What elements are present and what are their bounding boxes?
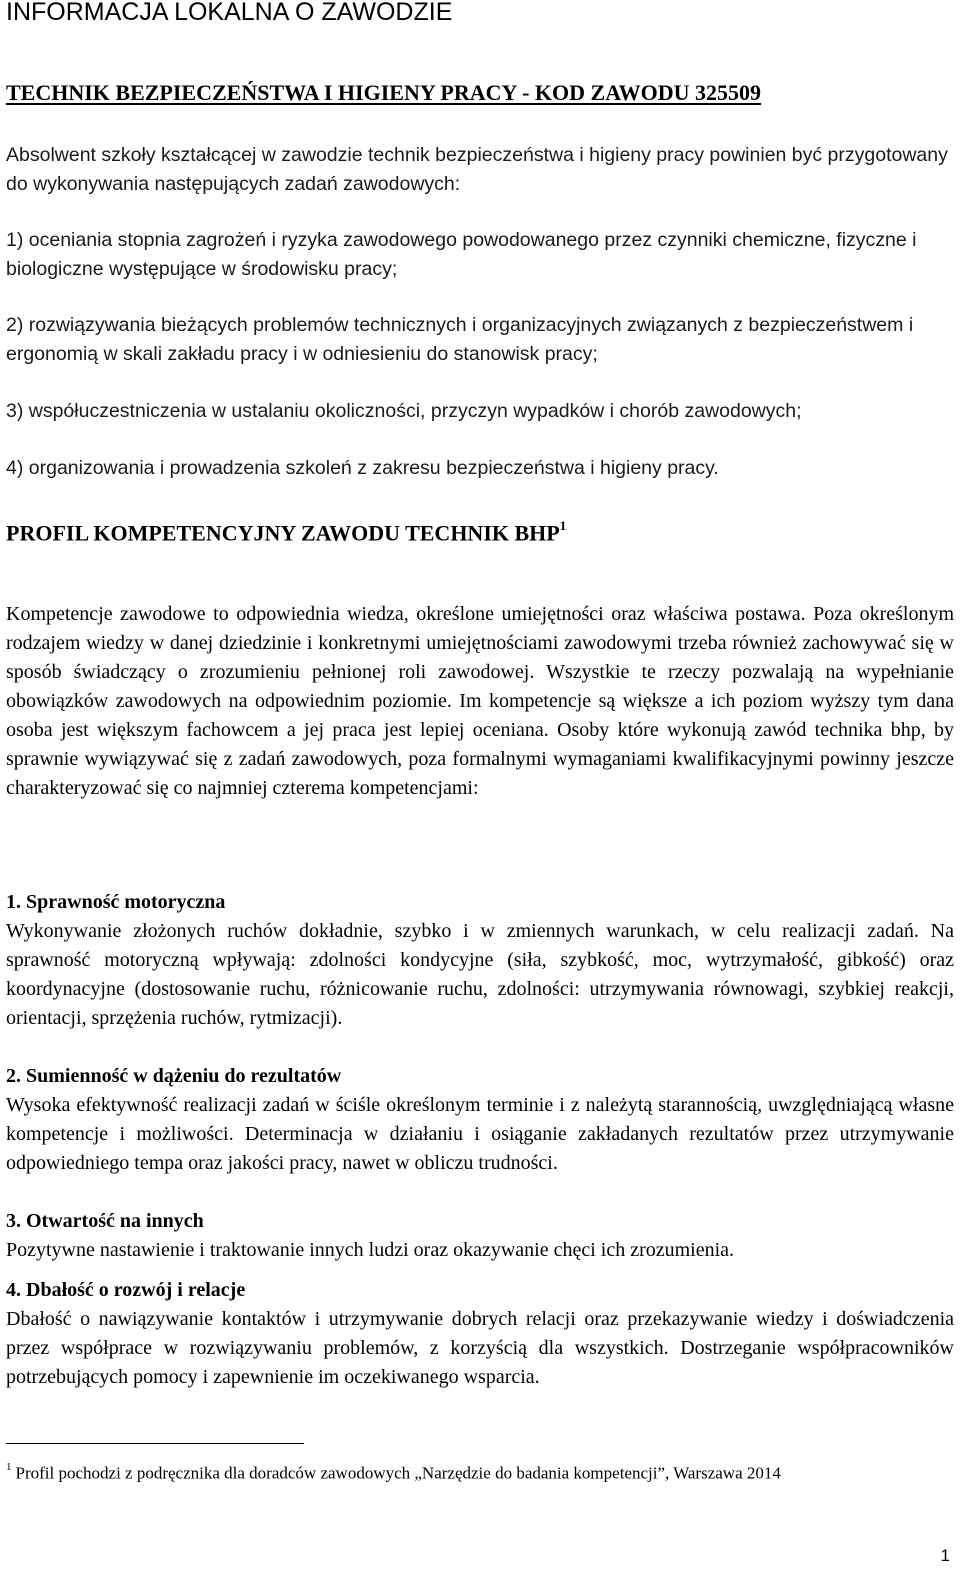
competency-2-heading: 2. Sumienność w dążeniu do rezultatów xyxy=(6,1065,342,1087)
task-item-3: 3) współuczestniczenia w ustalaniu okoliczności, przyczyn wypadków i chorób zawodowych; xyxy=(6,400,802,422)
competency-1-heading: 1. Sprawność motoryczna xyxy=(6,891,226,913)
task-item-1: 1) oceniania stopnia zagrożeń i ryzyka zawodowego powodowanego przez czynniki chemiczne, fizyczne i biologiczne występujące w środowisku pracy; xyxy=(6,229,917,280)
profile-heading-text: PROFIL KOMPETENCYJNY ZAWODU TECHNIK BHP xyxy=(6,520,560,546)
document-title: INFORMACJA LOKALNA O ZAWODZIE xyxy=(6,0,453,26)
task-item-4: 4) organizowania i prowadzenia szkoleń z zakresu bezpieczeństwa i higieny pracy. xyxy=(6,457,719,479)
competency-2 xyxy=(6,1062,954,1178)
footnote xyxy=(6,1456,954,1487)
document-subtitle: TECHNIK BEZPIECZEŃSTWA I HIGIENY PRACY - KOD ZAWODU 325509 xyxy=(6,80,762,105)
profile-paragraph: Kompetencje zawodowe to odpowiednia wiedza, określone umiejętności oraz właściwa postawa. Poza określonym rodzajem wiedzy w danej dziedzinie i konkretnymi umiejętnościami zawodowymi trzeba również zachowywać się w sposób świadczący o zrozumieniu pełnionej roli zawodowej. Wszystkie te rzeczy pozwalają na wypełnianie obowiązków zawodowych na odpowiednim poziomie. Im kompetencje są większe a ich poziom wyższy tym dana osoba jest większym fachowcem a jej praca jest lepiej oceniana. Osoby które wykonują zawód technika bhp, by sprawnie wywiązywać się z zadań zawodowych, poza formalnymi wymaganiami kwalifikacyjnymi powinny jeszcze charakteryzować się co najmniej czterema kompetencjami: xyxy=(6,603,954,799)
competency-4-heading: 4. Dbałość o rozwój i relacje xyxy=(6,1279,246,1301)
competency-3 xyxy=(6,1207,954,1265)
footnote-divider xyxy=(6,1443,304,1444)
competency-1-text: Wykonywanie złożonych ruchów dokładnie, szybko i w zmiennych warunkach, w celu realizacji zadań. Na sprawność motoryczną wpływają: zdolności kondycyjne (siła, szybkość, moc, wytrzymałość, gibkość) oraz koordynacyjne (dostosowanie ruchu, różnicowanie ruchu, zdolności: utrzymywania równowagi, szybkiej reakcji, orientacji, sprzężenia ruchów, rytmizacji). xyxy=(6,920,954,1029)
competency-2-text: Wysoka efektywność realizacji zadań w ściśle określonym terminie i z należytą starannością, uwzględniającą własne kompetencje i możliwości. Determinacja w działaniu i osiąganie zakładanych rezultatów przez utrzymywanie odpowiedniego tempa oraz jakości pracy, nawet w obliczu trudności. xyxy=(6,1094,954,1174)
footnote-number: 1 xyxy=(6,1461,12,1473)
footnote-text: Profil pochodzi z podręcznika dla doradców zawodowych „Narzędzie do badania kompetencji”, Warszawa 2014 xyxy=(15,1463,781,1483)
intro-paragraph: Absolwent szkoły kształcącej w zawodzie technik bezpieczeństwa i higieny pracy powinien być przygotowany do wykonywania następujących zadań zawodowych: xyxy=(6,144,948,195)
competency-1 xyxy=(6,888,954,1033)
competency-3-text: Pozytywne nastawienie i traktowanie innych ludzi oraz okazywanie chęci ich zrozumienia. xyxy=(6,1239,735,1261)
page-number: 1 xyxy=(940,1546,950,1565)
footnote-reference: 1 xyxy=(559,518,567,533)
competency-4 xyxy=(6,1276,954,1392)
profile-heading xyxy=(6,512,954,549)
task-item-2: 2) rozwiązywania bieżących problemów technicznych i organizacyjnych związanych z bezpieczeństwem i ergonomią w skali zakładu pracy i w odniesieniu do stanowisk pracy; xyxy=(6,314,914,365)
competency-4-text: Dbałość o nawiązywanie kontaktów i utrzymywanie dobrych relacji oraz przekazywanie wiedzy i doświadczenia przez współprace w rozwiązywaniu problemów, z korzyścią dla wszystkich. Dostrzeganie współpracowników potrzebujących pomocy i zapewnienie im oczekiwanego wsparcia. xyxy=(6,1308,954,1388)
competency-3-heading: 3. Otwartość na innych xyxy=(6,1210,204,1232)
